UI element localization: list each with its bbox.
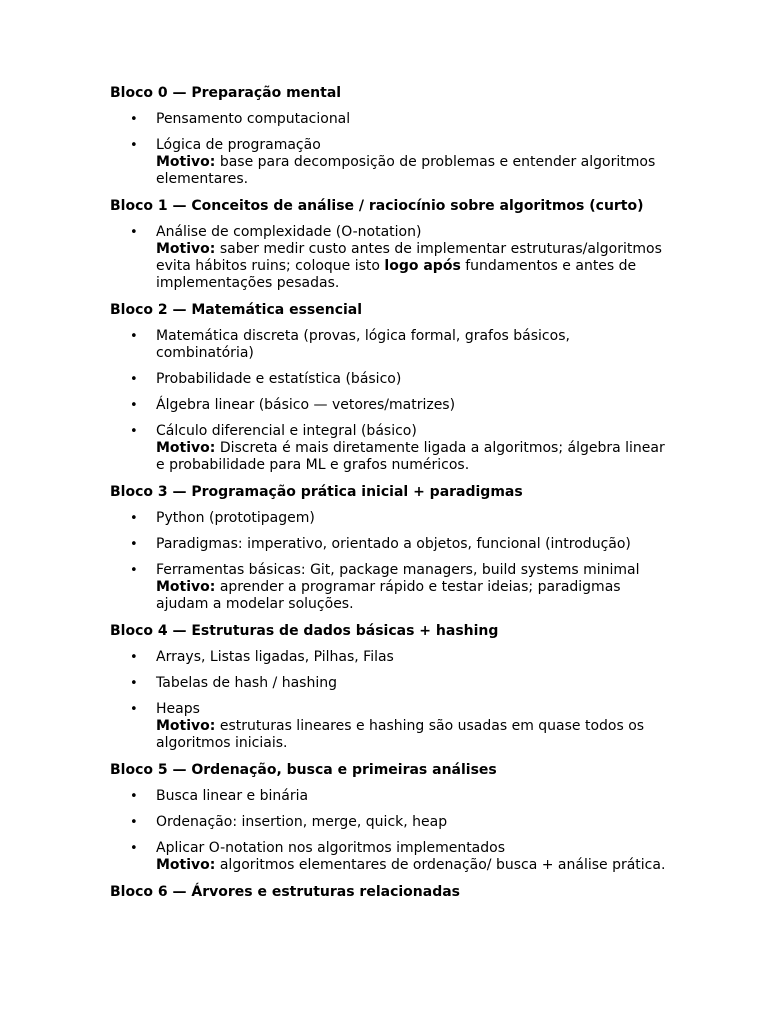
block-3-title: Bloco 3 — Programação prática inicial + paradigmas [110, 484, 523, 500]
bullet-icon: • [130, 329, 138, 344]
block-5-list [110, 788, 670, 874]
block-1-title: Bloco 1 — Conceitos de análise / raciocínio sobre algoritmos (curto) [110, 198, 644, 214]
block-0-title: Bloco 0 — Preparação mental [110, 85, 342, 101]
list-item: • Matemática discreta (provas, lógica formal, grafos básicos, combinatória) [130, 328, 570, 361]
motivo-note: Motivo: algoritmos elementares de ordenação/ busca + análise prática. [156, 857, 666, 873]
block-4-list [110, 649, 670, 752]
block-3-list [110, 510, 670, 613]
motivo-note: Motivo: Discreta é mais diretamente ligada a algoritmos; álgebra linear e probabilidade para ML e grafos numéricos. [156, 440, 665, 473]
block-4-title: Bloco 4 — Estruturas de dados básicas + hashing [110, 623, 499, 639]
motivo-note: Motivo: estruturas lineares e hashing são usadas em quase todos os algoritmos iniciais. [156, 718, 645, 751]
list-item: • Análise de complexidade (O-notation) Motivo: saber medir custo antes de implementar estruturas/algoritmos evita hábitos ruins; coloque isto logo após fundamentos e antes de implementações pesadas. [110, 224, 670, 292]
bullet-icon: • [130, 650, 138, 665]
motivo-note: Motivo: base para decomposição de problemas e entender algoritmos elementares. [156, 154, 656, 187]
block-2-title: Bloco 2 — Matemática essencial [110, 302, 363, 318]
bullet-icon: • [130, 112, 138, 127]
list-item: • Probabilidade e estatística (básico) [130, 371, 402, 387]
block-0-list [110, 111, 670, 188]
block-5-title: Bloco 5 — Ordenação, busca e primeiras análises [110, 762, 497, 778]
list-item: • Ordenação: insertion, merge, quick, heap [130, 814, 448, 830]
bullet-icon: • [130, 702, 138, 717]
bullet-icon: • [130, 225, 138, 240]
list-item: • Aplicar O-notation nos algoritmos implementados Motivo: algoritmos elementares de ordenação/ busca + análise prática. [110, 840, 670, 874]
list-item: • Pensamento computacional [130, 111, 351, 127]
list-item: • Heaps Motivo: estruturas lineares e hashing são usadas em quase todos os algoritmos iniciais. [110, 701, 670, 752]
bullet-icon: • [130, 676, 138, 691]
list-item: • Busca linear e binária [130, 788, 309, 804]
list-item: • Ferramentas básicas: Git, package managers, build systems minimal Motivo: aprender a programar rápido e testar ideias; paradigmas ajudam a modelar soluções. [110, 562, 670, 613]
bullet-icon: • [130, 138, 138, 153]
bullet-icon: • [130, 815, 138, 830]
list-item: • Álgebra linear (básico — vetores/matrizes) [130, 397, 456, 413]
bullet-icon: • [130, 511, 138, 526]
motivo-note: Motivo: saber medir custo antes de implementar estruturas/algoritmos evita hábitos ruins; coloque isto logo após fundamentos e antes de implementações pesadas. [156, 241, 662, 291]
list-item: • Lógica de programação Motivo: base para decomposição de problemas e entender algoritmos elementares. [110, 137, 670, 188]
bullet-icon: • [130, 841, 138, 856]
list-item: • Arrays, Listas ligadas, Pilhas, Filas [130, 649, 394, 665]
block-1-list [110, 224, 670, 292]
block-2-list [110, 328, 670, 474]
motivo-note: Motivo: aprender a programar rápido e testar ideias; paradigmas ajudam a modelar soluções. [156, 579, 621, 612]
bullet-icon: • [130, 372, 138, 387]
list-item: • Tabelas de hash / hashing [130, 675, 337, 691]
bullet-icon: • [130, 398, 138, 413]
block-6-title: Bloco 6 — Árvores e estruturas relacionadas [110, 884, 461, 900]
bullet-icon: • [130, 537, 138, 552]
bullet-icon: • [130, 424, 138, 439]
list-item: • Cálculo diferencial e integral (básico) Motivo: Discreta é mais diretamente ligada a algoritmos; álgebra linear e probabilidade para ML e grafos numéricos. [110, 423, 670, 474]
list-item: • Python (prototipagem) [130, 510, 315, 526]
list-item: • Paradigmas: imperativo, orientado a objetos, funcional (introdução) [130, 536, 631, 552]
document-body [110, 84, 670, 910]
bullet-icon: • [130, 563, 138, 578]
bullet-icon: • [130, 789, 138, 804]
